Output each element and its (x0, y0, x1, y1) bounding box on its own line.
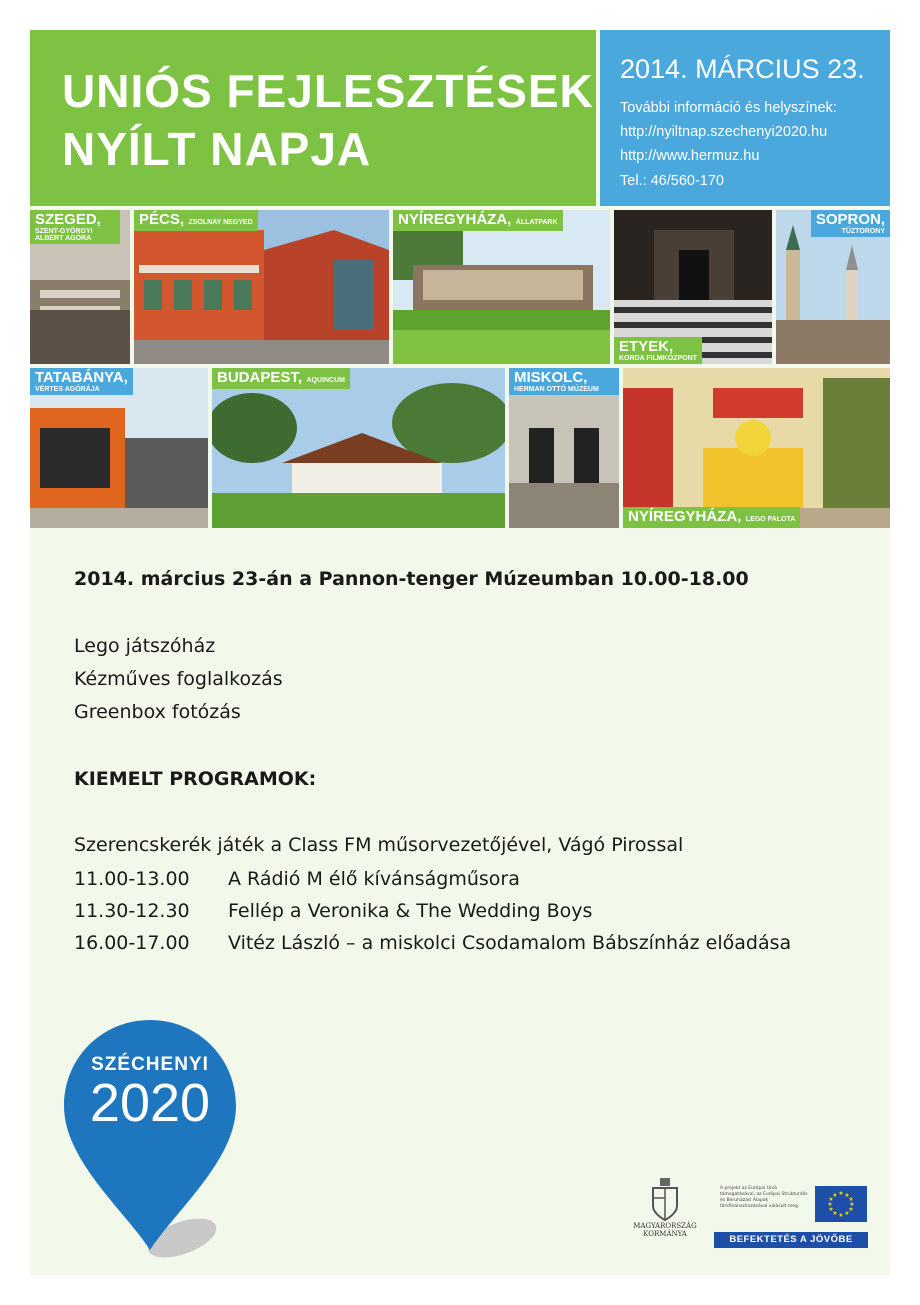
highlight-intro: Szerencskerék játék a Class FM műsorvezetőjével, Vágó Pirossal (74, 834, 684, 856)
label-pecs: PÉCS, ZSOLNAY NEGYED (134, 210, 258, 231)
poster (30, 30, 890, 1275)
schedule-time: 11.00-13.00 (74, 868, 190, 890)
svg-text:★: ★ (848, 1196, 854, 1203)
label-etyek: ETYEK, KORDA FILMKÖZPONT (614, 337, 702, 364)
info-label: További információ és helyszínek: (620, 100, 837, 116)
label-budapest: BUDAPEST, AQUINCUM (212, 368, 350, 389)
lego-image (623, 368, 890, 528)
szechenyi-2020-logo (64, 1020, 254, 1260)
activity-item: Kézműves foglalkozás (74, 668, 283, 690)
svg-text:★: ★ (849, 1201, 855, 1208)
photo-tatabanya (30, 368, 208, 528)
svg-text:★: ★ (828, 1206, 834, 1213)
eu-funding-text: A projekt az Európai Unió támogatásával, az Európai Strukturális és Beruházási Alapok társfinanszírozásával valósult meg. (720, 1186, 808, 1209)
event-headline: 2014. március 23-án a Pannon-tenger Múzeumban 10.00-18.00 (74, 568, 749, 590)
svg-text:★: ★ (832, 1210, 838, 1217)
activity-item: Greenbox fotózás (74, 701, 241, 723)
government-logo (625, 1178, 705, 1258)
title-line-1: UNIÓS FEJLESZTÉSEK (62, 65, 594, 117)
nyiregyhaza-zoo-image (393, 210, 610, 364)
info-banner (600, 30, 890, 206)
phone-number: Tel.: 46/560-170 (620, 173, 724, 189)
schedule-time: 11.30-12.30 (74, 900, 190, 922)
schedule-desc: A Rádió M élő kívánságműsora (228, 868, 520, 890)
website-link-2[interactable]: http://www.hermuz.hu (620, 148, 760, 164)
photo-lego (623, 368, 890, 528)
svg-text:★: ★ (838, 1212, 844, 1219)
szechenyi-word: SZÉCHENYI (91, 1054, 209, 1075)
label-sopron: SOPRON, TŰZTORONY (811, 210, 890, 237)
schedule-time: 16.00-17.00 (74, 932, 190, 954)
eu-stars-icon (815, 1186, 867, 1222)
label-tatabanya: TATABÁNYA, VÉRTES AGÓRÁJA (30, 368, 133, 395)
activity-item: Lego játszóház (74, 635, 216, 657)
label-miskolc: MISKOLC, HERMAN OTTÓ MÚZEUM (509, 368, 619, 395)
photo-etyek (614, 210, 772, 364)
schedule-desc: Vitéz László – a miskolci Csodamalom Bábszínház előadása (228, 932, 792, 954)
svg-text:★: ★ (828, 1196, 834, 1203)
title-line-2: NYÍLT NAPJA (62, 123, 372, 175)
svg-text:★: ★ (832, 1192, 838, 1199)
budapest-image (212, 368, 505, 528)
photo-miskolc (509, 368, 619, 528)
label-szeged: SZEGED, SZENT-GYÖRGYI ALBERT AGÓRA (30, 210, 120, 244)
photo-nyiregyhaza-zoo (393, 210, 610, 364)
svg-text:★: ★ (838, 1190, 844, 1197)
event-date: 2014. MÁRCIUS 23. (620, 54, 865, 84)
coat-of-arms-icon (650, 1178, 680, 1222)
title-banner (30, 30, 596, 206)
eu-slogan: BEFEKTETÉS A JÖVŐBE (714, 1232, 868, 1248)
government-line-2: KORMÁNYA (643, 1230, 687, 1239)
szechenyi-year: 2020 (89, 1073, 211, 1133)
photo-szeged (30, 210, 130, 364)
website-link-1[interactable]: http://nyiltnap.szechenyi2020.hu (620, 124, 828, 140)
photo-sopron (776, 210, 890, 364)
svg-text:★: ★ (844, 1192, 850, 1199)
label-nyiregyhaza-zoo: NYÍREGYHÁZA, ÁLLATPARK (393, 210, 563, 231)
photo-budapest (212, 368, 505, 528)
government-line-1: MAGYARORSZÁG (633, 1222, 697, 1230)
schedule-desc: Fellép a Veronika & The Wedding Boys (228, 900, 593, 922)
eu-flag-icon (815, 1186, 867, 1222)
svg-text:★: ★ (827, 1201, 833, 1208)
highlights-heading: KIEMELT PROGRAMOK: (74, 768, 317, 790)
label-lego: NYÍREGYHÁZA, LEGO PALOTA (623, 507, 800, 528)
svg-text:★: ★ (848, 1206, 854, 1213)
photo-pecs (134, 210, 389, 364)
svg-text:★: ★ (844, 1210, 850, 1217)
pecs-image (134, 210, 389, 364)
